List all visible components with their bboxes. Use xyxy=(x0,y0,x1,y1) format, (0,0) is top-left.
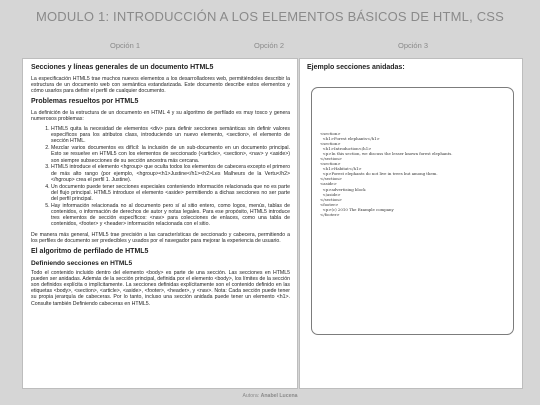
nav-bar xyxy=(0,41,540,53)
nav-item-option-2[interactable]: Opción 2 xyxy=(254,41,285,50)
footer-label: Autora: xyxy=(242,393,260,399)
code-line: </section> xyxy=(320,176,342,182)
code-line: </section> xyxy=(320,196,342,202)
page-footer xyxy=(0,393,540,399)
code-line: <footer> xyxy=(320,201,339,207)
code-line: <h1>Habitat</h1> xyxy=(320,166,362,172)
list-item: 1. HTML5 quita la necesidad de elementos <div> para definir secciones semánticas sin definir valores específicos para los atributos class, introduciendo un nuevo elemento, <section>, el elemento de sección HTML. xyxy=(51,126,290,145)
page-title: MODULO 1: INTRODUCCIÓN A LOS ELEMENTOS BÁSICOS DE HTML, CSS xyxy=(35,9,505,24)
code-line: <h1>Forest elephants</h1> xyxy=(320,135,380,141)
nav-item-option-3[interactable]: Opción 3 xyxy=(398,41,429,50)
code-line: <aside> xyxy=(320,181,337,187)
problems-list xyxy=(31,126,290,228)
code-line: <h1>Introduction</h1> xyxy=(320,145,372,151)
section-heading: Secciones y líneas generales de un documento HTML5 xyxy=(31,64,214,71)
code-line: </footer> xyxy=(320,212,340,217)
section-heading: El algoritmo de perfilado de HTML5 xyxy=(31,248,149,256)
code-line: </aside> xyxy=(320,191,341,197)
code-line: <p>(c) 2010 The Example company xyxy=(320,206,394,212)
summary-paragraph: De manera más general, HTML5 trae precisión a las características de seccionado y cabecera, permitiendo a los perfiles de documento ser predecibles y usados por el navegador para mejorar la experiencia de usuario. xyxy=(31,231,290,244)
code-example-box xyxy=(311,87,514,335)
nav-item-option-1[interactable]: Opción 1 xyxy=(110,41,141,50)
example-heading: Ejemplo secciones anidadas: xyxy=(307,64,405,71)
footer-author: Anabel Lucena xyxy=(260,393,298,399)
sections-paragraph: Todo el contenido incluido dentro del elemento <body> es parte de una sección. Las secciones en HTML5 pueden ser anidadas. Además de la sección principal, definida por el elemento <body>, los límites de la sección son definidos explícita o implícitamente. La secciones definidas explícitamente son el contenido definido en las etiquetas <body>, <section>, <article>, <aside>, <footer>, <header>, y <nav>. Nota: Cada sección puede tener su propia jerarquía de cabeceras. Por lo tanto, incluso una sección anidada puede tener un elemento <h1>. Consulte también Definiendo cabeceras en HTML5. xyxy=(31,269,290,307)
code-line: <p>In this section, we discuss the lesser known forest elephants. xyxy=(320,150,453,156)
list-item: 2. Mezclar varios documentos es difícil: la inclusión de un sub-documento en un documento principal. Esto se resuelve en HTML5 con los elementos de seccionado (<article>, <section>, <nav> y <aside>) son siempre subsecciones de su sección ancestra más cercana. xyxy=(51,145,290,164)
section-heading: Problemas resueltos por HTML5 xyxy=(31,98,139,106)
main-content-panel xyxy=(22,58,298,389)
list-item: 5. Hay información relacionada no al documento pero sí al sitio entero, como logos, menús, tablas de contenidos, o información de derechos de autor y notas legales. Para ese propósito, HTML5 introduce tres elementos de sección específicos: <nav> para colecciones de enlaces, como una tabla de contenidos, <footer> y <header> información relacionada con el sitio. xyxy=(51,203,290,228)
sidebar-panel xyxy=(299,58,523,389)
code-line: <p>advertising block xyxy=(320,186,366,192)
intro-paragraph: La especificación HTML5 trae muchos nuevos elementos a los desarrolladores web, permitiéndoles describir la estructura de un documento web con semántica estandarizada. Este documento describe estos elementos y cómo usarlos para definir el perfil de cualquier documento. xyxy=(31,75,290,94)
code-line: </section> xyxy=(320,155,342,161)
list-item: 3. HTML5 introduce el elemento <hgroup> que oculta todos los elementos de cabecera excepto el primero de más alto rango (por ejemplo, <hgroup><h1>Justine</h1><h2>Les Malheurs de la Vertu</h2></hgroup> crea el perfil 1. Justine). xyxy=(51,164,290,183)
list-item: 4. Un documento puede tener secciones especiales conteniendo información relacionada que no es parte del flujo principal. HTML5 introduce el elemento <aside> permitiendo a dichas secciones no ser parte del perfil principal. xyxy=(51,184,290,203)
subsection-heading: Definiendo secciones en HTML5 xyxy=(31,259,133,267)
code-line: <section> xyxy=(320,161,341,167)
code-line: <section> xyxy=(320,140,341,146)
code-line: <p>Forest elephants do not live in trees but among them. xyxy=(320,171,438,177)
problems-paragraph: La definición de la estructura de un documento en HTML 4 y su algoritmo de perfilado es muy tosco y genera numerosos problemas: xyxy=(31,109,290,122)
code-line: <section> xyxy=(320,130,341,136)
